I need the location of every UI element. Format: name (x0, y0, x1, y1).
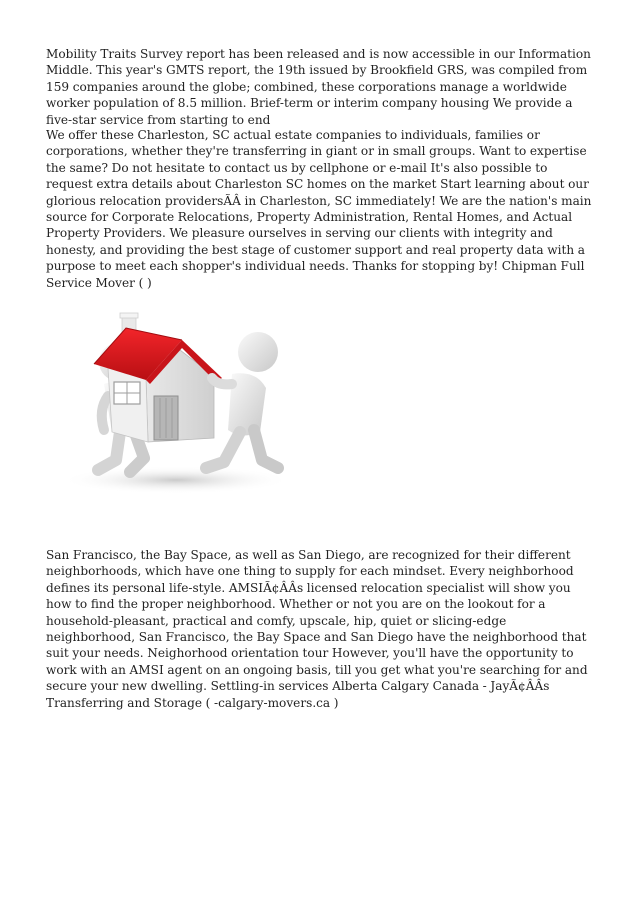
movers-house-illustration (46, 300, 296, 533)
house-illustration (94, 313, 222, 442)
paragraph-charleston: We offer these Charleston, SC actual estate companies to individuals, families or corporations, whether they're transferring in giant or in small groups. Want to expertise the same? Do not hesitate to contact us by cellphone or e-mail It's also possible to request extra details about Charleston SC homes on the market Start learning about our glorious relocation providersÃÂ in Charleston, SC immediately! We are the nation's main source for Corporate Relocations, Property Administration, Rental Homes, and Actual Property Providers. We pleasure ourselves in serving our clients with integrity and honesty, and providing the best stage of customer support and real property data with a purpose to meet each shopper's individual needs. Thanks for stopping by! Chipman Full Service Mover ( ) (46, 128, 592, 290)
paragraph-intro: Mobility Traits Survey report has been released and is now accessible in our Information Middle. This year's GMTS report, the 19th issued by Brookfield GRS, was compiled from 159 companies around the globe; combined, these corporations manage a worldwide worker population of 8.5 million. Brief-term or interim company housing We provide a five-star service from starting to end (46, 47, 591, 127)
paragraph-san-francisco: San Francisco, the Bay Space, as well as San Diego, are recognized for their different neighborhoods, which have one thing to supply for each mindset. Every neighborhood defines its personal life-style. AMSIÃ¢ÂÂs licensed relocation specialist will show you how to find the proper neighborhood. Whether or not you are on the lookout for a household-pleasant, practical and comfy, upscale, hip, quiet or slicing-edge neighborhood, San Francisco, the Bay Space and San Diego have the neighborhood that suit your needs. Neighorhood orientation tour However, you'll have the opportunity to work with an AMSI agent on an ongoing basis, till you get what you're searching for and secure your new dwelling. Settling-in services Alberta Calgary Canada - JayÃ¢ÂÂs Transferring and Storage ( -calgary-movers.ca ) (46, 548, 588, 710)
right-mover-figure (206, 332, 278, 468)
